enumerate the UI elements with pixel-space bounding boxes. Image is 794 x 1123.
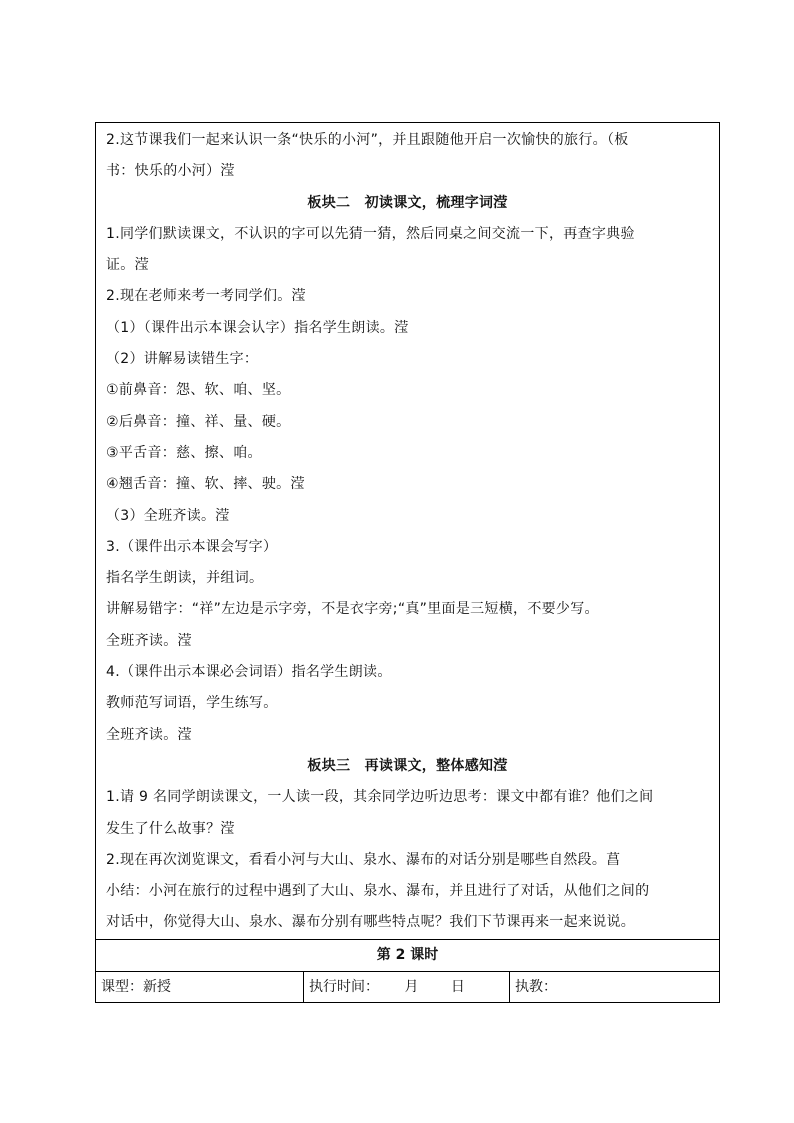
text-line: 讲解易错字：“祥”左边是示字旁，不是衣字旁;“真”里面是三短横，不要少写。 — [106, 601, 599, 618]
text-line: 证。滢 — [106, 257, 149, 274]
text-line: ④翘舌音：撞、软、摔、驶。滢 — [106, 476, 305, 493]
text-line: 全班齐读。滢 — [106, 632, 192, 649]
info-row — [96, 971, 719, 1003]
execution-time-cell: 执行时间： 月 日 — [304, 972, 510, 1002]
text-line: （1）（课件出示本课会认字）指名学生朗读。滢 — [106, 319, 409, 336]
text-line: 1.同学们默读课文，不认识的字可以先猜一猜，然后同桌之间交流一下，再查字典验 — [106, 225, 635, 242]
text-line: 1.请 9 名同学朗读课文，一人读一段，其余同学边听边思考：课文中都有谁？他们之间 — [106, 789, 654, 806]
text-line: 对话中，你觉得大山、泉水、瀑布分别有哪些特点呢？我们下节课再来一起来说说。 — [106, 914, 636, 931]
text-line: 指名学生朗读，并组词。 — [106, 570, 264, 587]
section-heading: 板块二 初读课文，梳理字词滢 — [307, 194, 508, 211]
section-heading: 板块三 再读课文，整体感知滢 — [307, 757, 508, 774]
text-line: （2）讲解易读错生字： — [106, 351, 259, 368]
lesson-plan-table — [95, 122, 720, 1003]
text-line: 教师范写词语，学生练写。 — [106, 695, 278, 712]
text-line: 2.现在再次浏览课文，看看小河与大山、泉水、瀑布的对话分别是哪些自然段。菖 — [106, 851, 621, 868]
text-line: （3）全班齐读。滢 — [106, 507, 230, 524]
text-line: 4.（课件出示本课必会词语）指名学生朗读。 — [106, 664, 392, 681]
text-line: 3.（课件出示本课会写字） — [106, 538, 278, 555]
text-line: ①前鼻音：怨、软、咱、坚。 — [106, 382, 291, 399]
text-line: 小结：小河在旅行的过程中遇到了大山、泉水、瀑布，并且进行了对话，从他们之间的 — [106, 883, 650, 900]
text-line: 2.现在老师来考一考同学们。滢 — [106, 288, 306, 305]
teacher-cell: 执教： — [515, 978, 557, 995]
lesson-header: 第 2 课时 — [96, 939, 719, 971]
lesson-content — [96, 123, 719, 939]
text-line: ②后鼻音：撞、祥、量、硬。 — [106, 413, 291, 430]
lesson-type-cell: 课型：新授 — [96, 972, 304, 1002]
text-line: 全班齐读。滢 — [106, 726, 192, 743]
text-line: 2.这节课我们一起来认识一条“快乐的小河”，并且跟随他开启一次愉快的旅行。（板 — [106, 132, 629, 148]
text-line: 发生了什么故事？滢 — [106, 820, 235, 837]
text-line: 书：快乐的小河）滢 — [106, 163, 235, 180]
text-line: ③平舌音：慈、擦、咱。 — [106, 444, 262, 461]
